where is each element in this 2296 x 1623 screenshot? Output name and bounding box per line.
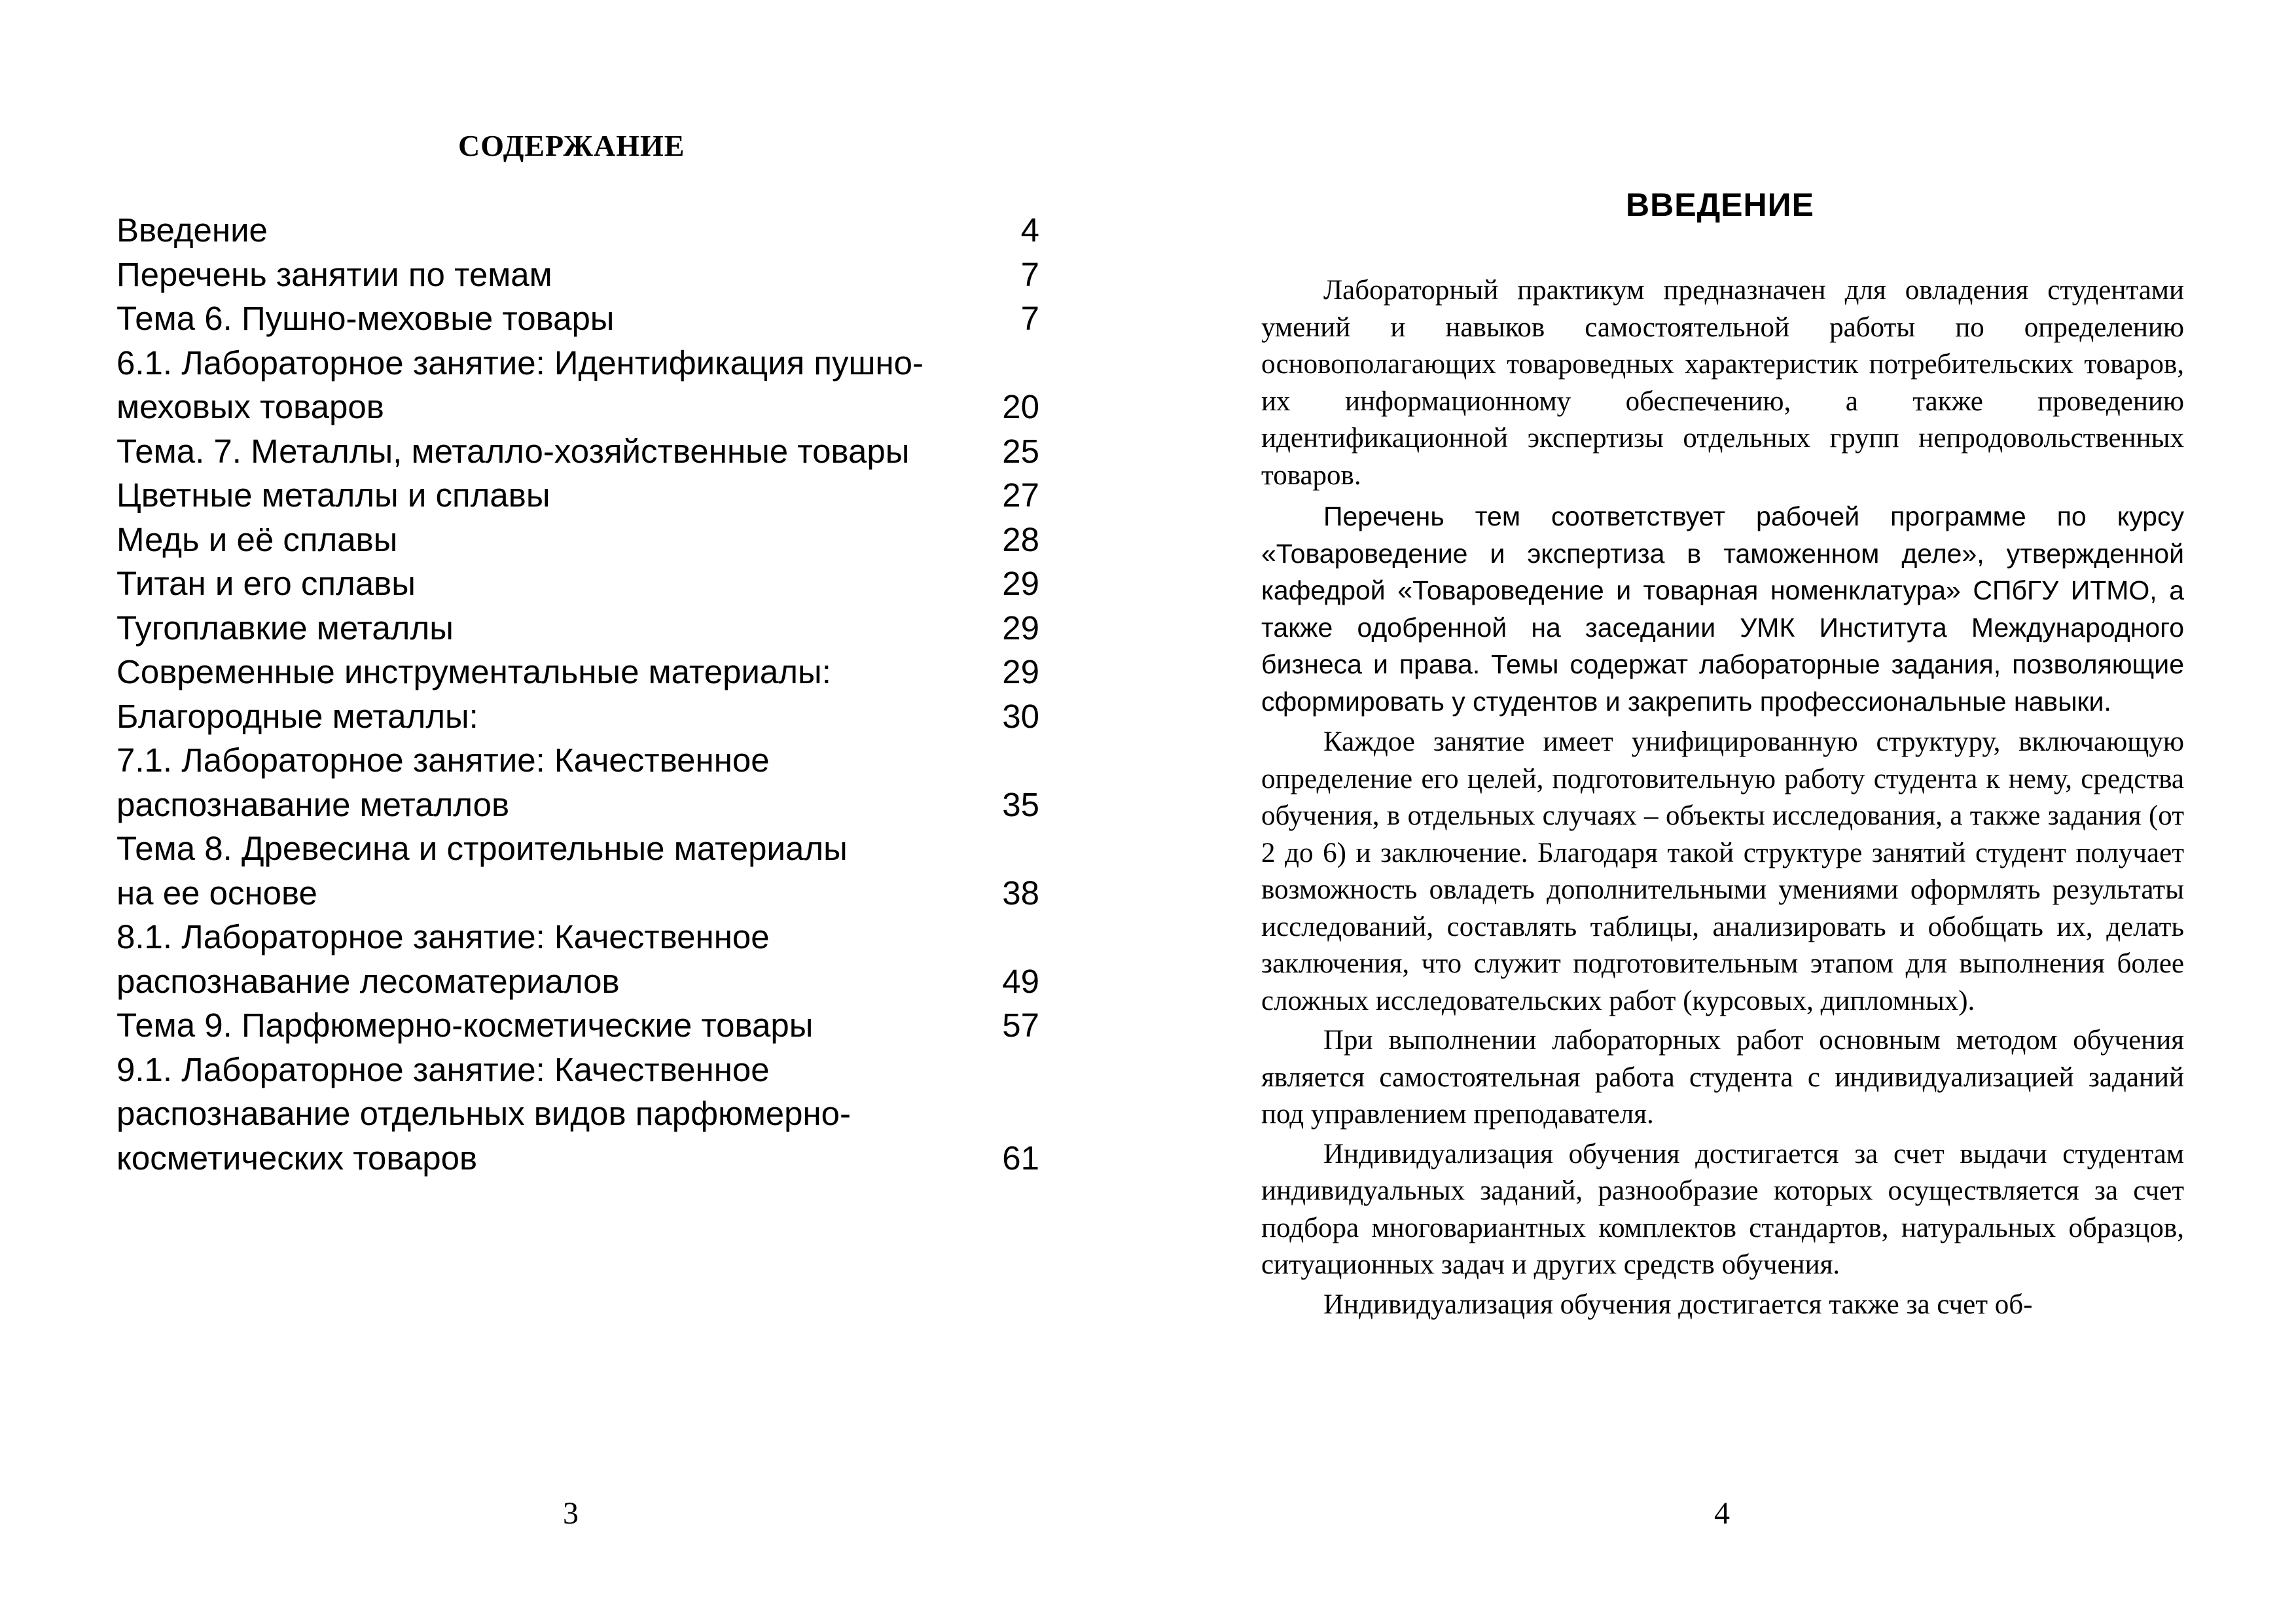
toc-entry-title-line: Современные инструментальные материалы: xyxy=(117,653,831,690)
left-page-number: 3 xyxy=(563,1496,579,1531)
toc-title: СОДЕРЖАНИЕ xyxy=(458,129,685,162)
toc-entry-title-line: Титан и его сплавы xyxy=(117,565,416,602)
toc-entry-title-line: Перечень занятии по темам xyxy=(117,255,552,293)
introduction-title: ВВЕДЕНИЕ xyxy=(1626,187,1814,223)
toc-entry-title-line: Тема 9. Парфюмерно-косметические товары xyxy=(117,1007,814,1044)
toc-entry xyxy=(117,518,1039,562)
toc-entry-title-line: Тема 6. Пушно-меховые товары xyxy=(117,300,615,337)
toc-entry-page-number: 20 xyxy=(1002,388,1039,425)
toc-entry-page-number: 35 xyxy=(1002,785,1039,823)
toc-entry-page-number: 29 xyxy=(1002,565,1039,602)
toc-entry-page-number: 30 xyxy=(1002,697,1039,735)
right-page xyxy=(1148,0,2296,1623)
toc-entry xyxy=(117,253,1039,297)
toc-entry xyxy=(117,915,1039,1003)
toc-entry-title-line: Тугоплавкие металлы xyxy=(117,609,454,647)
toc-entry xyxy=(117,296,1039,341)
intro-paragraph-5: Индивидуализация обучения достигается за счет выдачи студентам индивидуальных заданий, разнообразие которых осуществляется за счет подбора многовариантных комплектов стандартов, натуральных образцов, ситуационных задач и других средств обучения. xyxy=(1261,1138,2184,1280)
toc-entry-title-line: Введение xyxy=(117,211,268,249)
toc-entry-title-line: распознавание металлов xyxy=(117,785,510,823)
toc-entry-title-line: 7.1. Лабораторное занятие: Качественное xyxy=(117,741,770,779)
intro-paragraph-6: Индивидуализация обучения достигается также за счет об- xyxy=(1323,1289,2033,1320)
introduction-body xyxy=(1261,272,2184,1323)
toc-entry-page-number: 49 xyxy=(1002,962,1039,1000)
toc-entry-title-line: Тема. 7. Металлы, металло-хозяйственные товары xyxy=(117,432,910,470)
toc-entry-page-number: 27 xyxy=(1002,476,1039,514)
toc-entry-page-number: 7 xyxy=(1020,255,1039,293)
intro-paragraph-1: Лабораторный практикум предназначен для овладения студентами умений и навыков самостоятельной работы по определению основополагающих товароведных характеристик потребительских товаров, их информационному обеспечению, а также проведению идентификационной экспертизы отдельных групп непродовольственных товаров. xyxy=(1261,275,2184,491)
intro-paragraph-3: Каждое занятие имеет унифицированную структуру, включающую определение его целей, подготовительную работу студента к нему, средства обучения, в отдельных случаях – объекты исследования, а также задания (от 2 до 6) и заключение. Благодаря такой структуре занятий студент получает возможность овладеть дополнительными умениями оформлять результаты исследований, составлять таблицы, анализировать и обобщать их, делать заключения, что служит подготовительным этапом для выполнения более сложных исследовательских работ (курсовых, дипломных). xyxy=(1261,726,2184,1016)
toc-entry xyxy=(117,208,1039,253)
toc-entry-page-number: 29 xyxy=(1002,609,1039,647)
toc-entry-page-number: 29 xyxy=(1002,653,1039,690)
toc-entry-title-line: косметических товаров xyxy=(117,1139,478,1177)
toc-entry xyxy=(117,473,1039,518)
toc-entry xyxy=(117,1048,1039,1181)
toc-entry-title-line: Благородные металлы: xyxy=(117,697,478,735)
toc-entry-title-line: 9.1. Лабораторное занятие: Качественное xyxy=(117,1050,770,1088)
toc-entry xyxy=(117,341,1039,429)
toc-entry xyxy=(117,650,1039,694)
toc-entry-title-line: распознавание отдельных видов парфюмерно- xyxy=(117,1095,852,1132)
toc-entry-title-line: 6.1. Лабораторное занятие: Идентификация пушно- xyxy=(117,344,924,382)
toc-entry xyxy=(117,694,1039,739)
toc-entry-page-number: 4 xyxy=(1020,211,1039,249)
toc-entry-title-line: Медь и её сплавы xyxy=(117,520,398,558)
toc-entry-page-number: 7 xyxy=(1020,300,1039,337)
toc-entry-title-line: Цветные металлы и сплавы xyxy=(117,476,550,514)
toc-entry-title-line: Тема 8. Древесина и строительные материалы xyxy=(117,830,848,867)
toc-entry xyxy=(117,429,1039,474)
toc-entry-title-line: 8.1. Лабораторное занятие: Качественное xyxy=(117,918,770,955)
intro-paragraph-4: При выполнении лабораторных работ основным методом обучения является самостоятельная работа студента с индивидуализацией заданий под управлением преподавателя. xyxy=(1261,1025,2184,1130)
intro-paragraph-2: Перечень тем соответствует рабочей программе по курсу «Товароведение и экспертиза в таможенном деле», утвержденной кафедрой «Товароведение и товарная номенклатура» СПбГУ ИТМО, а также одобренной на заседании УМК Института Международного бизнеса и права. Темы содержат лабораторные задания, позволяющие сформировать у студентов и закрепить профессиональные навыки. xyxy=(1261,501,2184,717)
toc-entry xyxy=(117,827,1039,915)
toc-entry xyxy=(117,562,1039,606)
toc-entry-page-number: 57 xyxy=(1002,1007,1039,1044)
table-of-contents xyxy=(117,208,1039,1180)
toc-entry-title-line: на ее основе xyxy=(117,874,317,912)
toc-entry xyxy=(117,606,1039,651)
toc-entry-title-line: меховых товаров xyxy=(117,388,384,425)
toc-entry-page-number: 61 xyxy=(1002,1139,1039,1177)
toc-entry-page-number: 28 xyxy=(1002,520,1039,558)
right-page-number: 4 xyxy=(1714,1496,1730,1531)
toc-entry-page-number: 38 xyxy=(1002,874,1039,912)
toc-entry-title-line: распознавание лесоматериалов xyxy=(117,962,620,1000)
toc-entry-page-number: 25 xyxy=(1002,432,1039,470)
toc-entry xyxy=(117,1003,1039,1048)
toc-entry xyxy=(117,738,1039,827)
